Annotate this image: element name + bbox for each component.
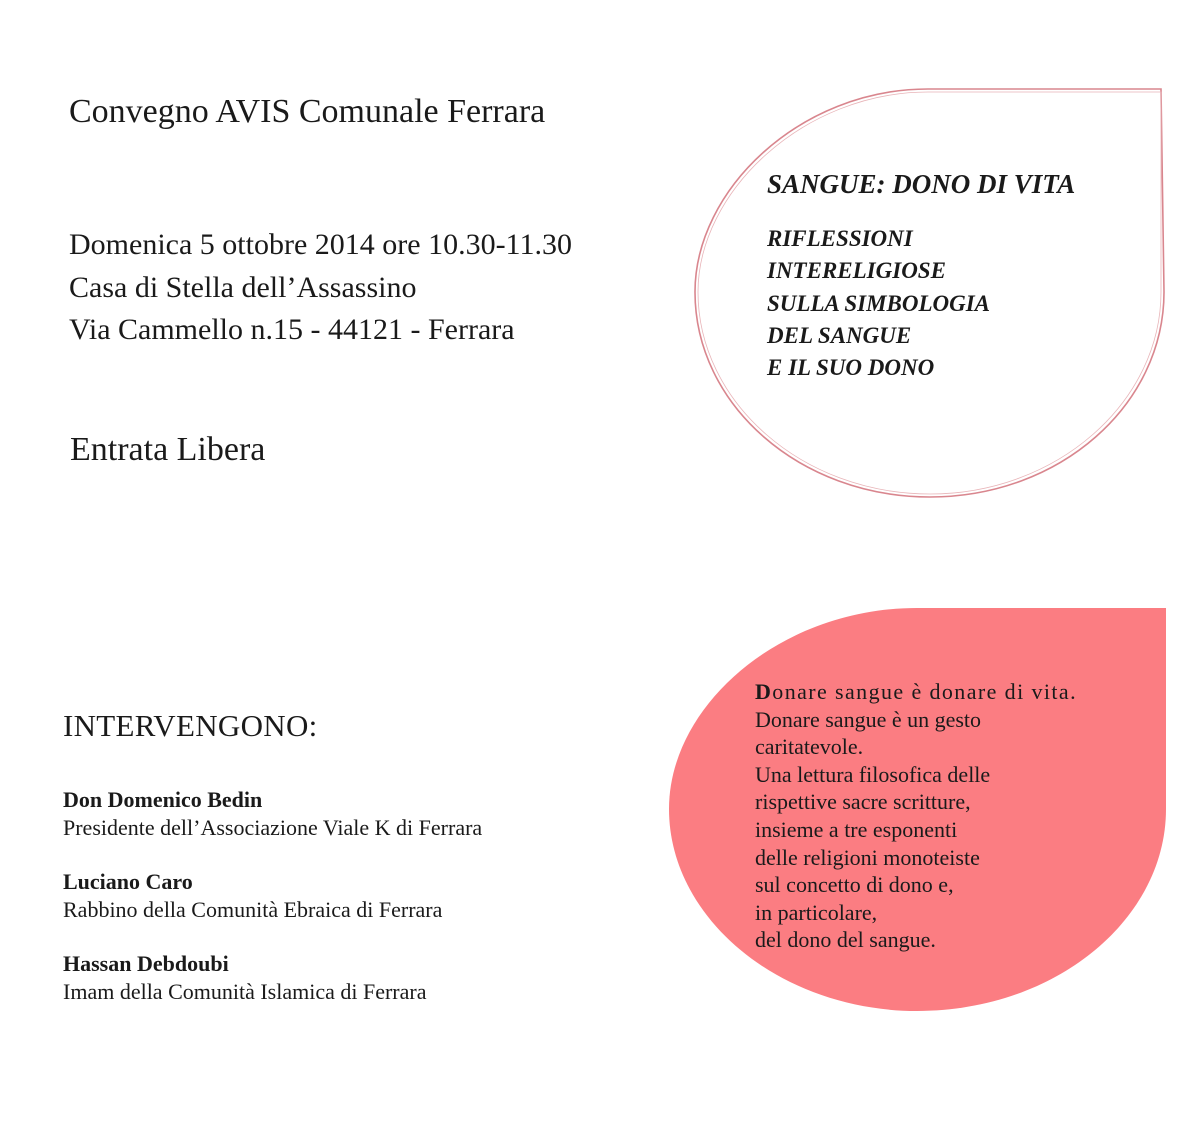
description-line: in particolare, (755, 899, 878, 925)
description-line: Una lettura filosofica delle (755, 761, 991, 787)
speaker-name: Don Domenico Bedin (63, 787, 263, 812)
theme-title: SANGUE: DONO DI VITA (767, 169, 1076, 199)
speaker-role: Imam della Comunità Islamica di Ferrara (63, 979, 427, 1004)
speaker-name: Hassan Debdoubi (63, 951, 229, 976)
interventions-heading: INTERVENGONO: (63, 708, 318, 743)
theme-line: E IL SUO DONO (767, 355, 935, 381)
description-line: delle religioni monoteiste (755, 844, 980, 870)
speaker-item (63, 786, 663, 842)
event-address: Via Cammello n.15 - 44121 - Ferrara (69, 313, 515, 346)
first-line-rest: onare sangue è donare di vita. (772, 679, 1077, 704)
speaker-item (63, 950, 663, 1006)
theme-line: RIFLESSIONI (767, 226, 913, 251)
event-info (69, 224, 572, 352)
page-title: Convegno AVIS Comunale Ferrara (69, 93, 546, 130)
description-line: caritatevole. (755, 734, 864, 760)
event-venue: Casa di Stella dell’Assassino (69, 270, 417, 304)
speakers-list (63, 786, 663, 1032)
description-first-line (755, 678, 1175, 706)
speaker-name: Luciano Caro (63, 869, 193, 894)
theme-lines (767, 223, 1167, 384)
theme-line: SULLA SIMBOLOGIA (767, 290, 991, 316)
description-line: rispettive sacre scritture, (755, 789, 971, 815)
theme-drop-text (767, 166, 1167, 384)
entry-note: Entrata Libera (70, 431, 266, 468)
theme-line: DEL SANGUE (767, 322, 912, 348)
description-line: Donare sangue è un gesto (755, 706, 982, 732)
description-line: sul concetto di dono e, (755, 872, 954, 898)
theme-line: INTERELIGIOSE (767, 258, 946, 284)
description-drop-text (755, 678, 1175, 954)
drop-cap: D (755, 679, 773, 704)
event-date-time: Domenica 5 ottobre 2014 ore 10.30-11.30 (69, 228, 572, 261)
speaker-role: Presidente dell’Associazione Viale K di Ferrara (63, 815, 483, 840)
speaker-item (63, 868, 663, 924)
description-line: insieme a tre esponenti (755, 816, 958, 842)
description-line: del dono del sangue. (755, 927, 936, 953)
speaker-role: Rabbino della Comunità Ebraica di Ferrara (63, 897, 443, 922)
